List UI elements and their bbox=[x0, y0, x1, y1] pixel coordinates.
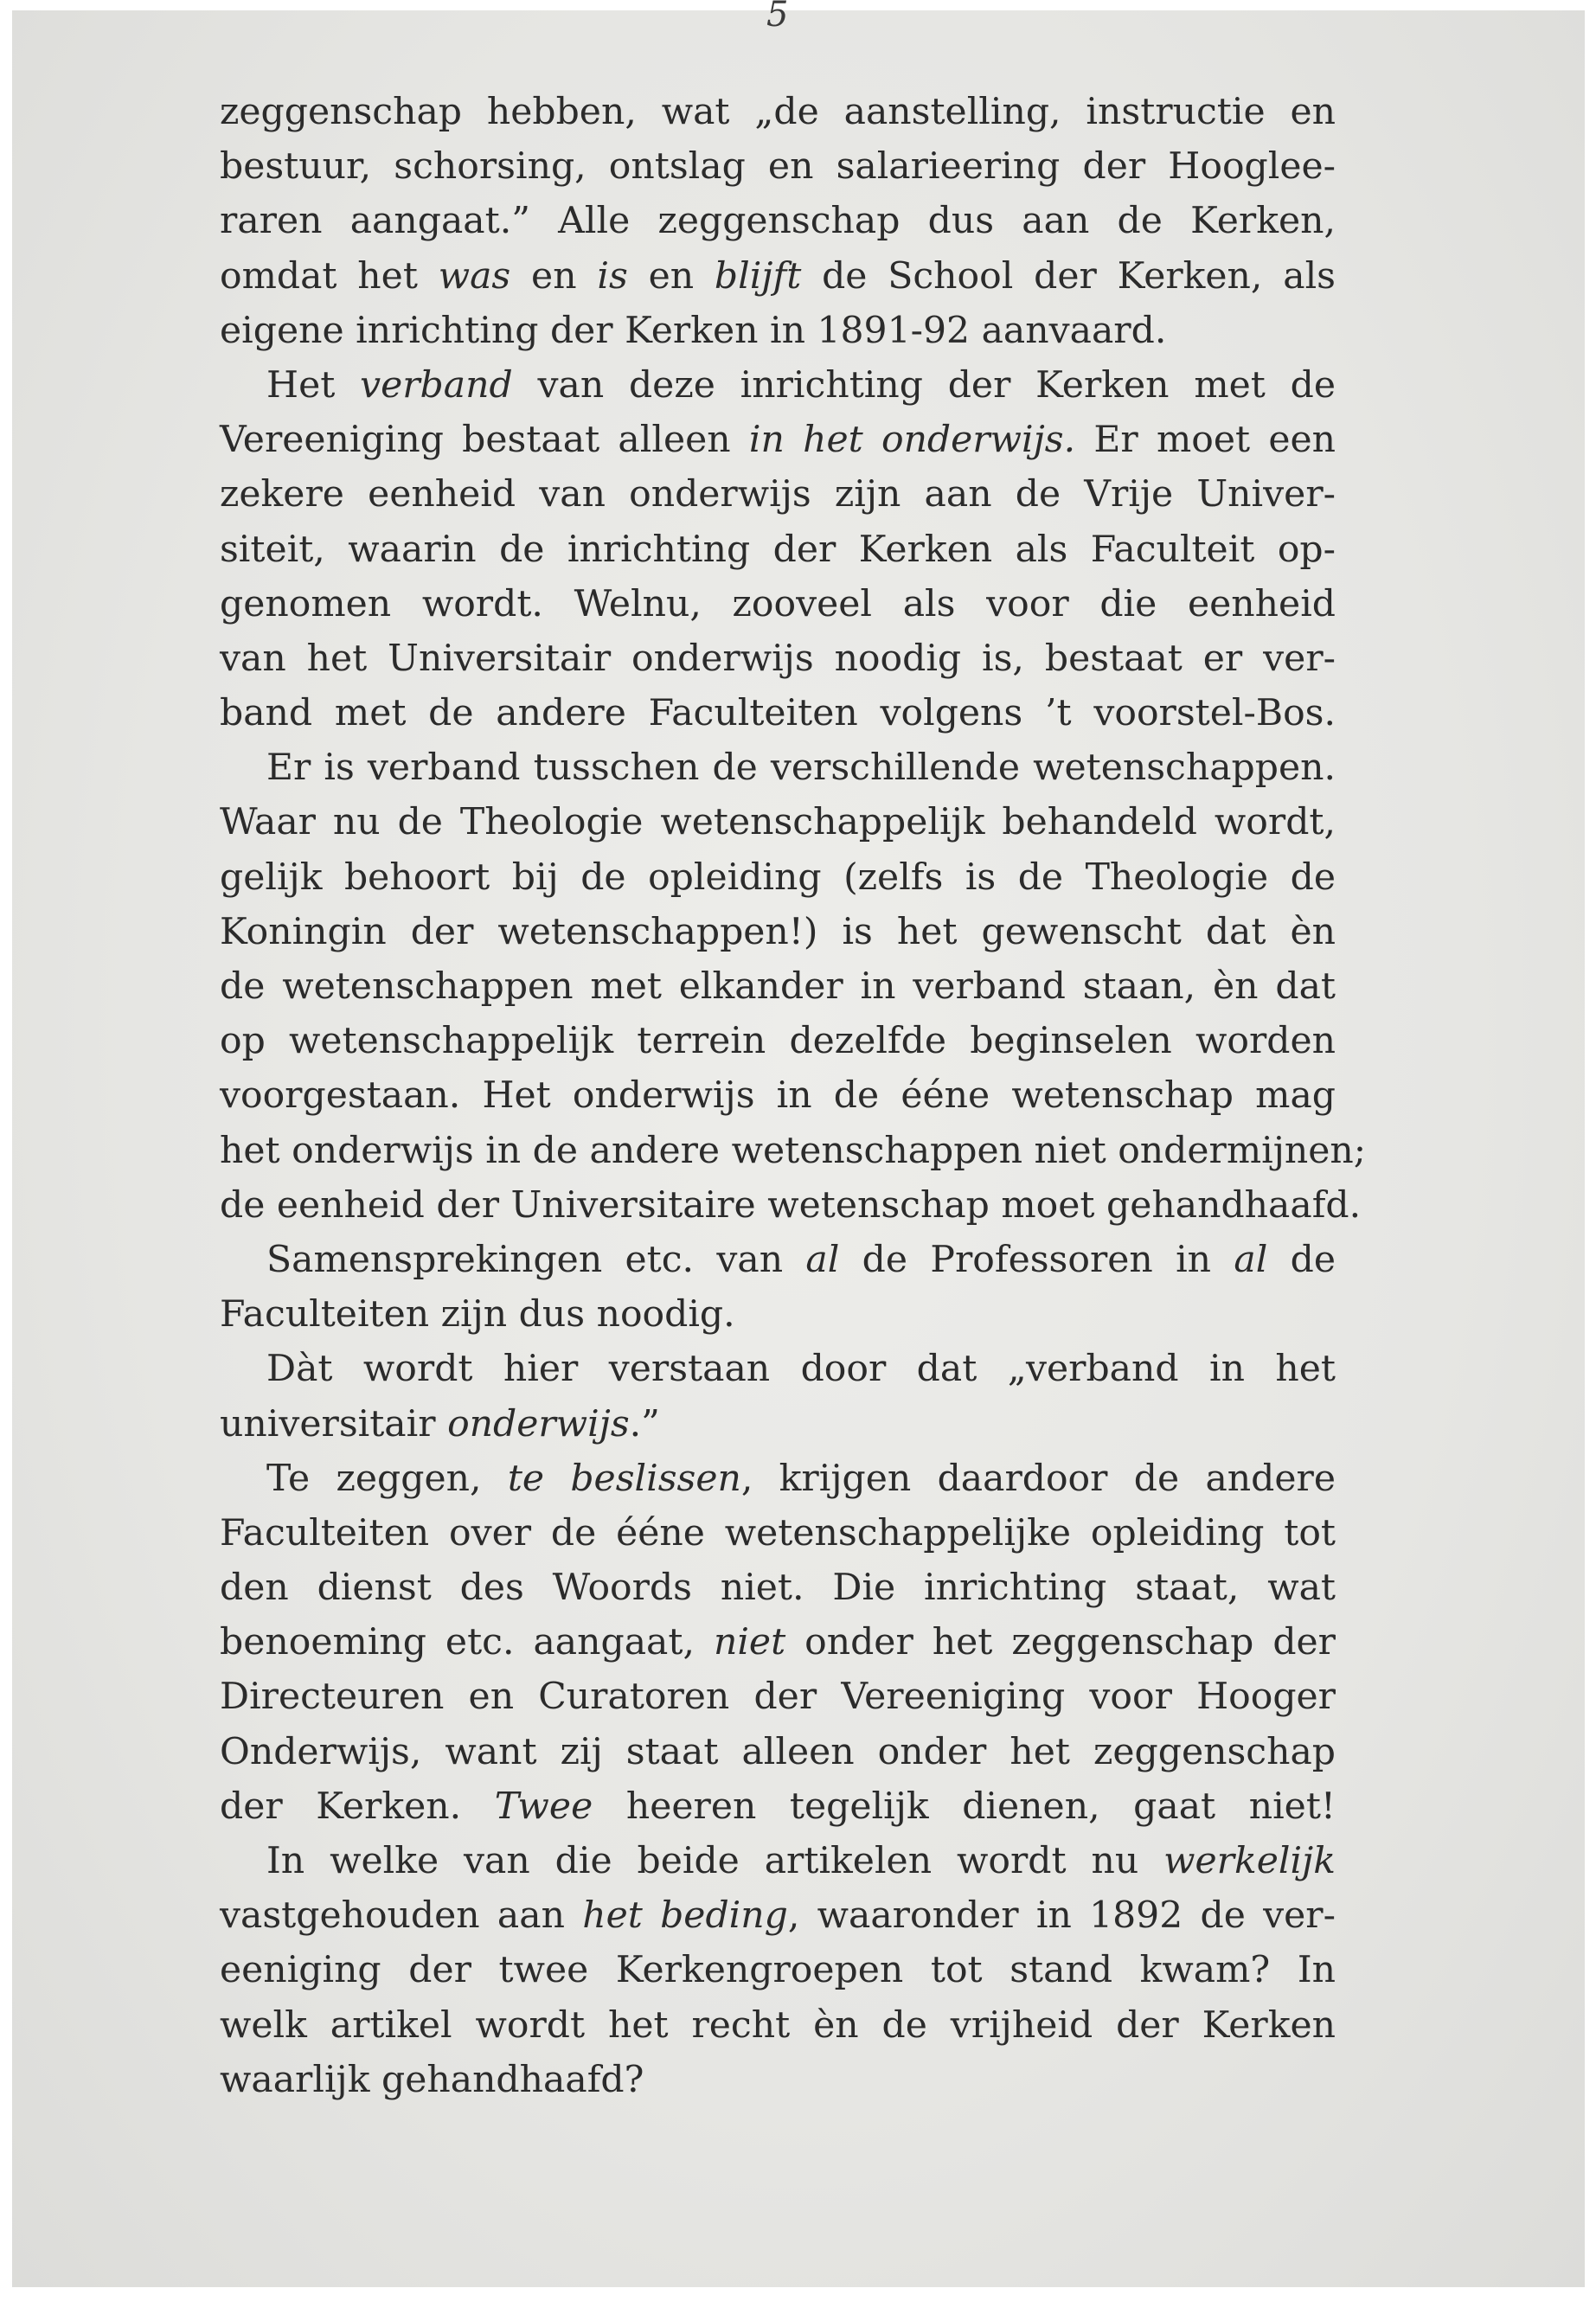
text-line bbox=[220, 577, 1336, 631]
text-segment: Faculteiten zijn dus noodig. bbox=[220, 1293, 735, 1336]
text-line bbox=[220, 467, 1336, 522]
text-segment: waarlijk gehandhaafd? bbox=[220, 2058, 644, 2101]
text-segment: en bbox=[627, 254, 715, 298]
text-segment: voorgestaan. Het onderwijs in de éénе wetenschap mag bbox=[220, 1074, 1336, 1118]
text-segment: de eenheid der Universitaire wetenschap moet gehandhaafd. bbox=[220, 1183, 1362, 1227]
text-line bbox=[220, 85, 1336, 139]
text-segment: van het Universitair onderwijs noodig is, bestaat er ver- bbox=[220, 637, 1336, 680]
text-line bbox=[220, 1068, 1336, 1123]
text-line bbox=[220, 249, 1336, 304]
text-segment: .” bbox=[629, 1402, 660, 1445]
text-segment: Vereeniging bestaat alleen bbox=[220, 419, 749, 462]
text-segment: op wetenschappelijk terrein dezelfde beginselen worden bbox=[220, 1020, 1336, 1063]
text-segment: Er moet een bbox=[1075, 419, 1336, 462]
text-segment: universitair bbox=[220, 1402, 448, 1445]
text-segment: Samensprekingen etc. van bbox=[266, 1238, 806, 1281]
italic-text: was bbox=[438, 254, 511, 298]
italic-text: al bbox=[1234, 1238, 1268, 1281]
italic-text: al bbox=[805, 1238, 840, 1281]
text-segment: heeren tegelijk dienen, gaat niet! bbox=[593, 1785, 1336, 1828]
text-segment: Te zeggen, bbox=[266, 1457, 508, 1500]
text-segment: en bbox=[510, 254, 598, 298]
book-page bbox=[12, 0, 1585, 2287]
text-segment: Directeuren en Curatoren der Vereeniging voor Hooger bbox=[220, 1676, 1336, 1719]
text-segment: Het bbox=[266, 363, 361, 407]
italic-text: Twee bbox=[494, 1785, 593, 1828]
text-line bbox=[220, 522, 1336, 577]
text-line bbox=[220, 413, 1336, 467]
text-segment: Onderwijs, want zij staat alleen onder het zeggenschap bbox=[220, 1730, 1336, 1773]
italic-text: niet bbox=[713, 1621, 786, 1664]
italic-text: te beslissen bbox=[507, 1457, 741, 1500]
text-segment: de wetenschappen met elkander in verband staan, èn dat bbox=[220, 965, 1336, 1008]
text-segment: Koningin der wetenschappen!) is het gewenscht dat èn bbox=[220, 910, 1336, 953]
text-segment: band met de andere Faculteiten volgens ’t voorstel-Bos. bbox=[220, 692, 1336, 735]
text-segment: de School der Kerken, als bbox=[801, 254, 1336, 298]
page-number: 5 bbox=[766, 0, 789, 35]
text-line bbox=[220, 1452, 1336, 1506]
text-segment: de bbox=[1267, 1238, 1336, 1281]
text-segment: Waar nu de Theologie wetenschappelijk behandeld wordt, bbox=[220, 801, 1336, 844]
text-segment: siteit, waarin de inrichting der Kerken als Faculteit op- bbox=[220, 528, 1336, 571]
text-segment: vastgehouden aan bbox=[220, 1894, 583, 1938]
text-segment: omdat het bbox=[220, 254, 439, 298]
text-line bbox=[220, 1561, 1336, 1615]
text-line bbox=[220, 1834, 1336, 1888]
text-line bbox=[220, 1998, 1336, 2053]
text-segment: de Professoren in bbox=[839, 1238, 1234, 1281]
text-segment: der Kerken. bbox=[220, 1785, 495, 1828]
text-line bbox=[220, 194, 1336, 248]
italic-text: verband bbox=[360, 363, 513, 407]
text-segment: den dienst des Woords niet. Die inrichting staat, wat bbox=[220, 1567, 1336, 1610]
text-line bbox=[220, 1287, 1336, 1342]
text-segment: bestuur, schorsing, ontslag en salarieering der Hooglee- bbox=[220, 145, 1336, 189]
text-segment: , krijgen daardoor de andere bbox=[740, 1457, 1336, 1500]
italic-text: het beding bbox=[582, 1894, 788, 1938]
text-line bbox=[220, 1014, 1336, 1068]
text-line bbox=[220, 1670, 1336, 1724]
body-text bbox=[220, 85, 1367, 2107]
text-segment: raren aangaat.” Alle zeggenschap dus aan de Kerken, bbox=[220, 200, 1336, 243]
text-line bbox=[220, 850, 1336, 905]
text-line bbox=[220, 1124, 1367, 1178]
text-line bbox=[220, 1397, 1336, 1452]
text-line bbox=[220, 686, 1336, 740]
text-line bbox=[220, 905, 1336, 959]
text-line bbox=[220, 740, 1336, 795]
text-line bbox=[220, 139, 1336, 194]
text-segment: , waaronder in 1892 de ver- bbox=[787, 1894, 1336, 1938]
text-segment: het onderwijs in de andere wetenschappen niet ondermijnen; bbox=[220, 1129, 1367, 1172]
text-line bbox=[220, 1342, 1336, 1396]
text-segment: Dàt wordt hier verstaan door dat „verband in het bbox=[266, 1348, 1336, 1391]
text-line bbox=[220, 795, 1336, 849]
text-segment: eeniging der twee Kerkengroepen tot stand kwam? In bbox=[220, 1949, 1336, 1992]
text-line bbox=[220, 631, 1336, 686]
text-segment: gelijk behoort bij de opleiding (zelfs is de Theologie de bbox=[220, 856, 1336, 899]
text-segment: van deze inrichting der Kerken met de bbox=[512, 363, 1336, 407]
text-line bbox=[220, 1943, 1336, 1997]
italic-text: blijft bbox=[714, 254, 802, 298]
italic-text: in het onderwijs. bbox=[748, 419, 1076, 462]
italic-text: onderwijs bbox=[447, 1402, 630, 1445]
text-segment: zeggenschap hebben, wat „de aanstelling, instructie en bbox=[220, 91, 1336, 133]
text-segment: Er is verband tusschen de verschillende wetenschappen. bbox=[266, 747, 1336, 790]
text-line bbox=[220, 2053, 1336, 2107]
text-line bbox=[220, 1779, 1336, 1834]
text-line bbox=[220, 959, 1336, 1014]
text-line bbox=[220, 1888, 1336, 1943]
text-segment: zekere eenheid van onderwijs zijn aan de Vrije Univer- bbox=[220, 473, 1336, 516]
text-segment: eigene inrichting der Kerken in 1891-92 aanvaard. bbox=[220, 309, 1167, 352]
italic-text: is bbox=[597, 254, 628, 298]
text-line bbox=[220, 1506, 1336, 1561]
text-segment: welk artikel wordt het recht èn de vrijheid der Kerken bbox=[220, 2003, 1336, 2047]
text-line bbox=[220, 1178, 1362, 1233]
text-segment: onder het zeggenschap der bbox=[785, 1621, 1336, 1664]
text-line bbox=[220, 304, 1336, 358]
text-segment: In welke van die beide artikelen wordt nu bbox=[266, 1840, 1164, 1882]
text-segment: genomen wordt. Welnu, zooveel als voor die eenheid bbox=[220, 582, 1336, 625]
text-line bbox=[220, 1725, 1336, 1779]
text-line bbox=[220, 1233, 1336, 1287]
text-segment: Faculteiten over de éénе wetenschappelijke opleiding tot bbox=[220, 1511, 1336, 1554]
text-line bbox=[220, 1615, 1336, 1670]
text-line bbox=[220, 358, 1336, 413]
italic-text: werkelijk bbox=[1163, 1840, 1336, 1882]
text-segment: benoeming etc. aangaat, bbox=[220, 1621, 714, 1664]
